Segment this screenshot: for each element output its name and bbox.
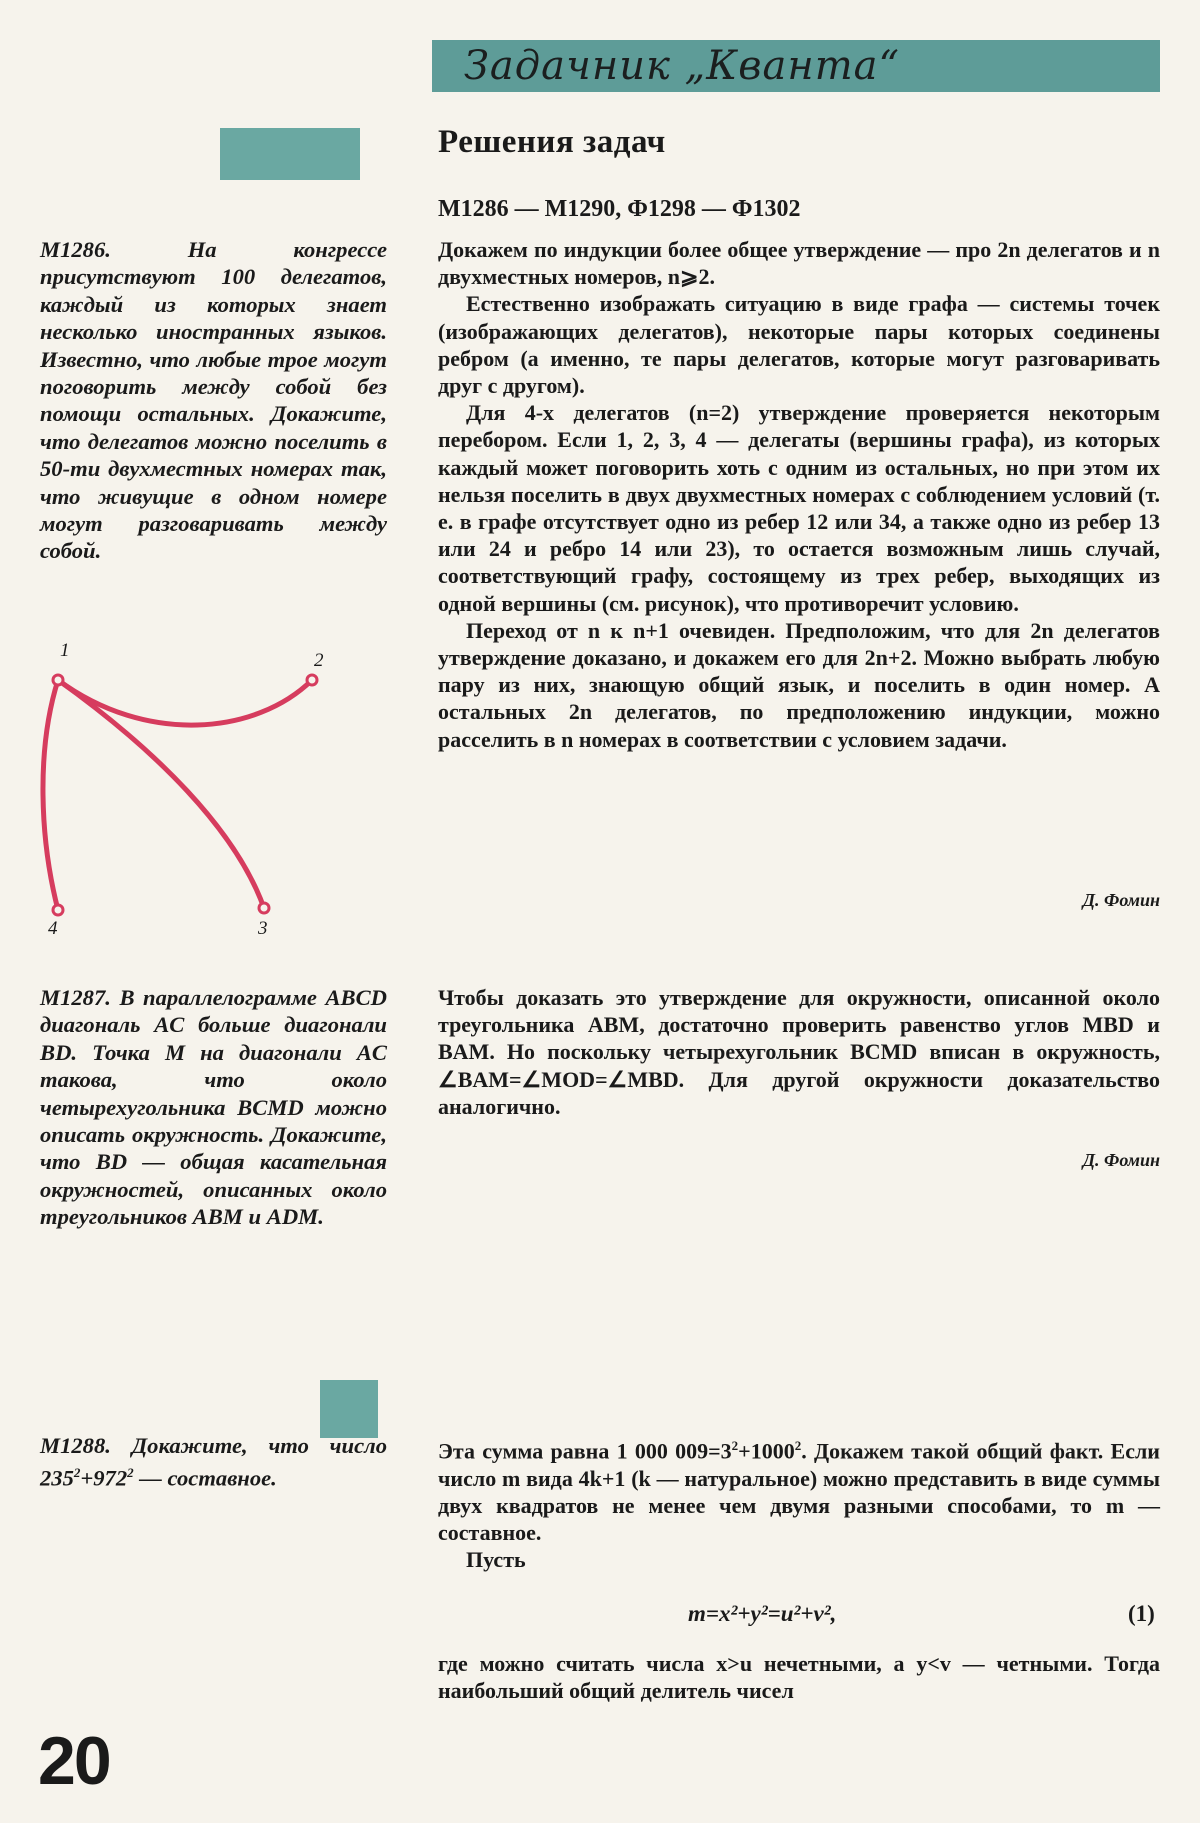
- graph-label-4: 4: [48, 918, 58, 939]
- logo-text: Задачник „Кванта“: [464, 43, 900, 89]
- graph-label-3: 3: [258, 918, 268, 939]
- graph-vertex-3: [259, 903, 269, 913]
- exponent: 2: [73, 1465, 81, 1481]
- magazine-section-logo: [432, 40, 1160, 92]
- problem-m1288: [40, 1432, 387, 1492]
- problem-code: М1287.: [40, 985, 111, 1010]
- solution-paragraph: где можно считать числа x>u нечетными, а y<v — четными. Тогда наибольший общий делитель чисел: [438, 1651, 1160, 1704]
- exponent: 2: [731, 1438, 739, 1453]
- exponent: 2: [794, 1438, 802, 1453]
- problem-text-after: — составное.: [133, 1465, 277, 1491]
- formula-1: m=x²+y²=u²+v²,: [688, 1601, 837, 1626]
- graph-edge-1-3: [58, 680, 264, 908]
- solution-paragraph: Переход от n к n+1 очевиден. Предположим, что для 2n делегатов утверждение доказано, и докажем его для 2n+2. Можно выбрать любую пару из них, знающую общий язык, и поселить в один номер. А остальных 2n делегатов, по предположению индукции, можно расселить в n номерах в соответствии с условием задачи.: [438, 617, 1160, 752]
- graph-edge-1-2: [58, 680, 312, 725]
- problem-m1287: [40, 984, 387, 1231]
- problem-text: На конгрессе присутствуют 100 делегатов, каждый из которых знает несколько иностранных языков. Известно, что любые трое могут поговорить между собой без помощи остальных. Докажите, что делегатов можно поселить в 50-ти двухместных номерах так, что живущие в одном номере могут разговаривать между собой.: [40, 237, 387, 564]
- solution-paragraph: Докажем по индукции более общее утверждение — про 2n делегатов и n двухместных номеров, n⩾2.: [438, 237, 1160, 290]
- problem-code: М1286.: [40, 237, 111, 262]
- solution-paragraph: Для 4-х делегатов (n=2) утверждение проверяется некоторым перебором. Если 1, 2, 3, 4 — делегаты (вершины графа), из которых каждый может поговорить хоть с одним из остальных, но при этом их нельзя поселить в двух двухместных номерах с соблюдением условий (т. е. в графе отсутствует одно из ребер 12 или 34, а также одно из ребер 13 или 24 и ребро 14 или 23), то остается возможным лишь случай, соответствующий графу, состоящему из трех ребер, выходящих из одной вершины (см. рисунок), что противоречит условию.: [438, 400, 1160, 616]
- problem-range-subtitle: М1286 — М1290, Ф1298 — Ф1302: [438, 196, 801, 222]
- delegate-graph-figure: [36, 640, 356, 940]
- solution-paragraph: Чтобы доказать это утверждение для окружности, описанной около треугольника ABM, достаточно проверить равенство углов MBD и BAM. Но поскольку четырехугольник BCMD вписан в окружность, ∠BAM=∠MOD=∠MBD. Для другой окружности доказательство аналогично.: [438, 985, 1160, 1119]
- problem-text: В параллелограмме ABCD диагональ AC больше диагонали BD. Точка M на диагонали AC такова, что около четырехугольника BCMD можно описать окружность. Докажите, что BD — общая касательная окружностей, описанных около треугольников ABM и ADM.: [40, 985, 387, 1230]
- page-title: Решения задач: [438, 124, 666, 160]
- solution-paragraph: Пусть: [466, 1547, 526, 1573]
- solution-paragraph: [438, 1432, 1160, 1546]
- solution-author: Д. Фомин: [1082, 1150, 1160, 1170]
- solution-paragraph: Естественно изображать ситуацию в виде графа — системы точек (изображающих делегатов), некоторые пары которых соединены ребром (а именно, те пары делегатов, которые могут разговаривать друг с другом).: [438, 291, 1160, 399]
- graph-label-1: 1: [60, 640, 70, 661]
- page-number: 20: [38, 1723, 110, 1799]
- exponent: 2: [127, 1465, 134, 1481]
- solution-text: Эта сумма равна 1 000 009=3: [438, 1438, 732, 1464]
- decorative-teal-block: [320, 1380, 378, 1438]
- problem-text-before: Докажите, что число 235: [40, 1433, 387, 1491]
- problem-m1286: [40, 236, 387, 565]
- graph-edge-1-4: [43, 680, 58, 910]
- solution-text: +1000: [738, 1438, 795, 1464]
- problem-code: М1288.: [40, 1433, 111, 1458]
- solution-author: Д. Фомин: [1082, 890, 1160, 910]
- formula-number: (1): [1128, 1601, 1155, 1626]
- solution-m1287: [438, 984, 1160, 1120]
- graph-label-2: 2: [314, 650, 324, 671]
- graph-vertex-2: [307, 675, 317, 685]
- graph-vertex-4: [53, 905, 63, 915]
- solution-m1286: [438, 236, 1160, 753]
- graph-vertex-1: [53, 675, 63, 685]
- problem-text-mid: +972: [80, 1465, 128, 1491]
- decorative-teal-block: [220, 128, 360, 180]
- solution-m1288-continued: [438, 1650, 1160, 1704]
- solution-m1288: [438, 1432, 1160, 1573]
- solution-text: . Докажем такой общий факт. Если число m вида 4k+1 (k — натуральное) можно представить в виде суммы двух квадратов не менее чем двумя разными способами, то m — составное.: [438, 1438, 1160, 1545]
